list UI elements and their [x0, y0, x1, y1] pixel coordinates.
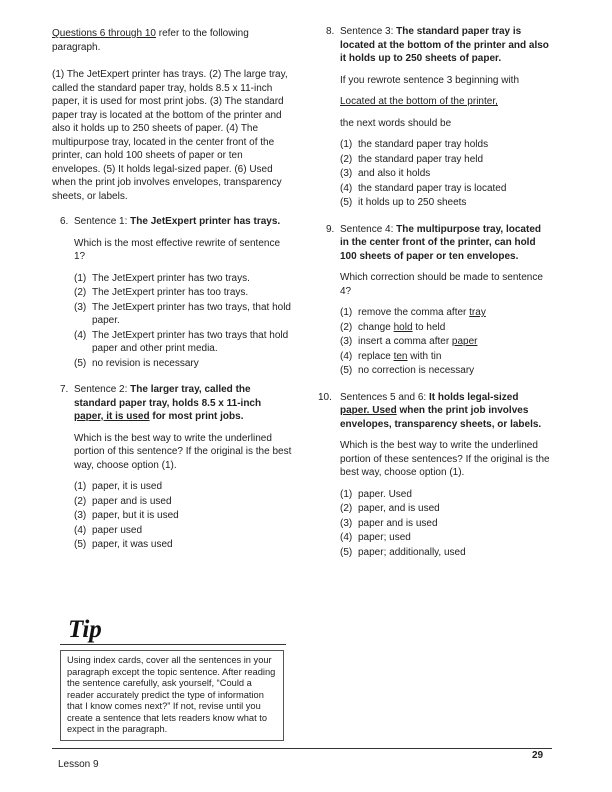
option-number: (1) — [340, 139, 353, 150]
passage-paragraph: (1) The JetExpert printer has trays. (2) The large tray, called the standard paper tray, holds 8.5 x 11-inch paper, it is used for most print jobs. (3) The standard paper tray is located at the bottom of the printer and also it holds up to 250 sheets of paper. (4) The multipurpose tray, located in the center front of the printer, can hold 100 sheets of paper or ten envelopes. (5) It holds legal-sized paper. (6) Used when the print job involves envelopes, transparency sheets, or labels. — [52, 69, 288, 202]
option-text: paper, but it is used — [92, 510, 179, 521]
answer-options — [74, 272, 292, 371]
answer-option[interactable] — [340, 335, 550, 349]
tip-text: Using index cards, cover all the sentences in your paragraph except the topic sentence. After reading the sentence carefully, ask yourself, “Could a reader accurately predict the type of information that I know comes next?” If not, revise until you create a sentence that lets readers know what to expect in the paragraph. — [60, 650, 284, 741]
question-prompt: Which correction should be made to sentence 4? — [340, 272, 543, 297]
stem-sentence: The standard paper tray is located at the bottom of the printer and also it holds up to 250 sheets of paper. — [340, 26, 549, 64]
option-number: (2) — [340, 503, 353, 514]
answer-option[interactable] — [340, 488, 550, 502]
question-number: 10. — [318, 391, 332, 403]
question-8 — [318, 25, 550, 210]
begin-with-phrase: Located at the bottom of the printer, — [340, 96, 498, 107]
answer-option[interactable] — [340, 138, 550, 152]
question-number: 8. — [326, 26, 335, 37]
stem-label: Sentence 1: — [74, 216, 131, 227]
answer-option[interactable] — [74, 329, 292, 356]
option-number: (3) — [340, 168, 353, 179]
stem-sentence-part: for most print jobs. — [149, 411, 244, 422]
stem-sentence-part: when the print job involves envelopes, transparency sheets, or labels. — [340, 405, 542, 430]
option-number: (3) — [74, 301, 87, 313]
option-text: paper, and is used — [358, 503, 440, 514]
question-10 — [318, 391, 550, 560]
option-number: (3) — [74, 510, 87, 521]
option-number: (5) — [340, 197, 353, 208]
option-text: The JetExpert printer has two trays, that hold paper. — [92, 301, 291, 326]
option-number: (4) — [340, 182, 353, 194]
option-number: (5) — [340, 546, 353, 558]
option-text-end: with tin — [407, 350, 442, 362]
stem-sentence-part: The larger tray, called the standard paper tray, holds 8.5 x 11-inch — [74, 384, 262, 409]
option-number: (1) — [74, 481, 87, 492]
option-text: the standard paper tray is located — [358, 182, 507, 194]
option-text: remove the comma after — [358, 307, 470, 318]
option-number: (1) — [74, 272, 87, 284]
tip-box — [56, 618, 286, 738]
question-prompt: Which is the best way to write the underlined portion of these sentences? If the original is the best way, choose option (1). — [340, 440, 550, 478]
question-stem — [74, 215, 292, 229]
stem-label: Sentence 3: — [340, 26, 397, 37]
option-text: paper and is used — [358, 517, 438, 529]
answer-option[interactable] — [74, 272, 292, 286]
stem-sentence: The JetExpert printer has trays. — [130, 216, 281, 227]
tip-title: Tip — [64, 616, 106, 644]
option-underlined-word: tray — [469, 307, 486, 318]
option-number: (2) — [340, 321, 353, 333]
answer-option[interactable] — [74, 480, 292, 494]
option-text: no revision is necessary — [92, 357, 199, 369]
option-text: insert a comma after — [358, 336, 452, 347]
answer-option[interactable] — [74, 524, 292, 538]
option-underlined-word: paper — [451, 336, 478, 347]
intro-underlined: Questions 6 through 10 — [52, 28, 156, 39]
option-number: (5) — [74, 357, 87, 369]
footer-divider — [52, 748, 552, 749]
question-prompt: Which is the best way to write the underlined portion of this sentence? If the original is the best way, choose option (1). — [74, 432, 292, 471]
answer-option[interactable] — [340, 531, 550, 545]
option-number: (4) — [340, 532, 353, 543]
question-9 — [318, 223, 550, 378]
question-6 — [52, 215, 292, 370]
option-text: paper and is used — [92, 495, 172, 507]
question-stem — [340, 223, 550, 264]
stem-label: Sentence 4: — [340, 223, 397, 235]
question-stem — [340, 25, 550, 66]
intro-rest: refer to the following paragraph. — [52, 28, 249, 53]
answer-option[interactable] — [74, 357, 292, 371]
answer-option[interactable] — [340, 196, 550, 210]
option-number: (3) — [340, 517, 353, 529]
option-text: paper. Used — [358, 488, 412, 500]
option-text: it holds up to 250 sheets — [358, 197, 467, 208]
answer-option[interactable] — [74, 286, 292, 300]
question-stem — [74, 383, 292, 424]
option-text-end: to held — [412, 321, 446, 333]
question-number: 7. — [60, 384, 69, 395]
answer-options — [340, 306, 550, 378]
answer-option[interactable] — [74, 538, 292, 552]
answer-option[interactable] — [340, 182, 550, 196]
answer-option[interactable] — [340, 546, 550, 560]
option-text: replace — [358, 350, 394, 362]
option-number: (2) — [340, 153, 353, 165]
answer-option[interactable] — [340, 306, 550, 320]
option-text: paper, it is used — [92, 481, 163, 492]
stem-label: Sentences 5 and 6: — [340, 391, 429, 403]
option-number: (1) — [340, 307, 353, 318]
answer-option[interactable] — [74, 509, 292, 523]
option-number: (5) — [340, 365, 353, 376]
option-text: paper used — [92, 524, 143, 536]
option-text: and also it holds — [358, 168, 431, 179]
right-column — [318, 25, 550, 572]
stem-sentence-part: It holds legal-sized — [428, 391, 519, 403]
option-number: (2) — [74, 495, 87, 507]
option-text: paper; used — [358, 532, 411, 543]
option-text: the standard paper tray held — [358, 153, 484, 165]
answer-option[interactable] — [340, 153, 550, 167]
option-text: no correction is necessary — [358, 365, 475, 376]
option-text: change — [358, 321, 394, 333]
answer-option[interactable] — [340, 321, 550, 335]
option-number: (5) — [74, 539, 87, 550]
question-prompt-continued: the next words should be — [340, 117, 452, 129]
stem-label: Sentence 2: — [74, 384, 131, 395]
option-number: (3) — [340, 336, 353, 347]
answer-option[interactable] — [74, 495, 292, 509]
intro-text — [52, 27, 292, 54]
option-underlined-word: hold — [393, 321, 413, 333]
option-number: (2) — [74, 287, 87, 298]
answer-options — [340, 138, 550, 210]
lesson-label: Lesson 9 — [58, 759, 99, 770]
left-column — [52, 27, 292, 565]
page-number: 29 — [532, 750, 544, 761]
answer-options — [340, 488, 550, 560]
question-prompt: Which is the most effective rewrite of sentence 1? — [74, 237, 281, 262]
option-text: The JetExpert printer has two trays. — [92, 272, 250, 284]
question-stem — [340, 391, 550, 432]
option-text: paper, it was used — [92, 539, 173, 550]
question-number: 6. — [60, 216, 69, 227]
option-number: (4) — [74, 329, 87, 341]
answer-option[interactable] — [340, 350, 550, 364]
option-text: the standard paper tray holds — [358, 139, 489, 150]
option-text: The JetExpert printer has two trays that hold paper and other print media. — [92, 329, 289, 354]
tip-rule — [60, 644, 286, 645]
stem-sentence: The multipurpose tray, located in the center front of the printer, can hold 100 sheets of paper or ten envelopes. — [340, 223, 541, 262]
answer-options — [74, 480, 292, 552]
stem-underlined-portion: paper. Used — [340, 405, 397, 416]
option-underlined-word: ten — [393, 350, 408, 362]
option-number: (4) — [74, 524, 87, 536]
option-text: paper; additionally, used — [358, 546, 466, 558]
answer-option[interactable] — [340, 502, 550, 516]
stem-underlined-portion: paper, it is used — [74, 411, 150, 422]
answer-option[interactable] — [340, 364, 550, 378]
question-7 — [52, 383, 292, 552]
question-number: 9. — [326, 223, 335, 235]
option-text: The JetExpert printer has too trays. — [92, 287, 249, 298]
option-number: (1) — [340, 488, 353, 500]
question-prompt: If you rewrote sentence 3 beginning with — [340, 74, 519, 86]
answer-option[interactable] — [340, 167, 550, 181]
answer-option[interactable] — [340, 517, 550, 531]
option-number: (4) — [340, 350, 353, 362]
answer-option[interactable] — [74, 301, 292, 328]
